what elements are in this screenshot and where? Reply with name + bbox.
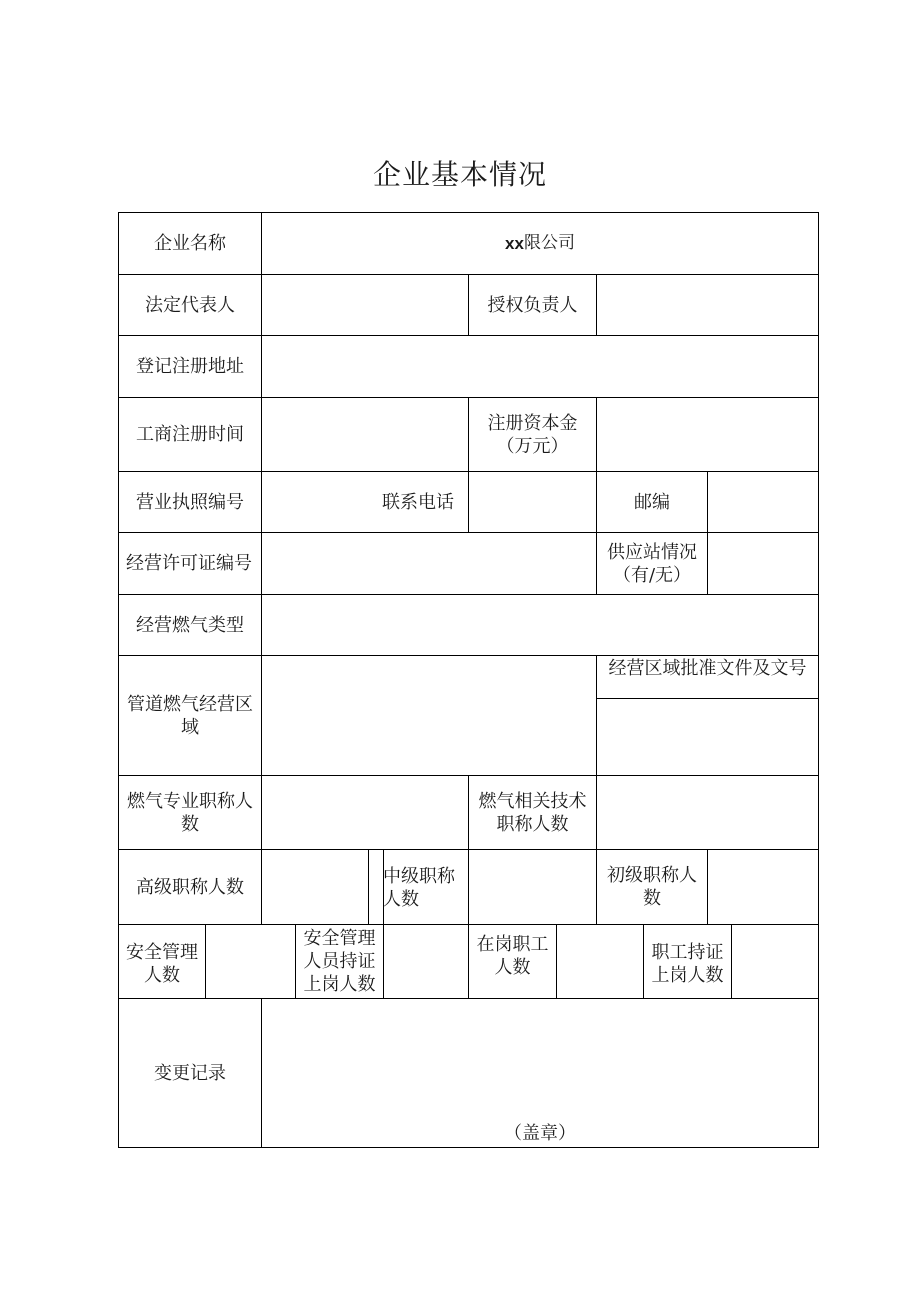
company-name-prefix: xx (505, 234, 524, 253)
permit-no-field[interactable] (262, 533, 596, 594)
legal-rep-label: 法定代表人 (145, 294, 235, 316)
approval-doc-label: 经营区域批准文件及文号 (608, 658, 807, 679)
junior-field[interactable] (708, 850, 818, 924)
change-record-label: 变更记录 (154, 1062, 226, 1084)
safety-mgr-label: 安全管理 人数 (126, 941, 198, 986)
safety-cert-label: 安全管理 人员持证 上岗人数 (303, 928, 376, 995)
gas-type-field[interactable] (262, 595, 818, 655)
page-title: 企业基本情况 (372, 158, 547, 191)
postcode-field[interactable] (708, 472, 818, 532)
gas-titles-field[interactable] (262, 776, 468, 849)
license-no-label: 营业执照编号 (136, 491, 244, 513)
reg-time-label: 工商注册时间 (136, 424, 244, 445)
company-name-label: 企业名称 (154, 233, 226, 254)
authorized-label: 授权负责人 (487, 294, 578, 316)
reg-capital-label: 注册资本金 （万元） (487, 412, 578, 457)
phone-field[interactable] (469, 472, 596, 532)
table-line (368, 849, 369, 924)
senior-label: 高级职称人数 (136, 876, 244, 898)
reg-capital-field[interactable] (597, 398, 818, 471)
junior-label: 初级职称人 数 (607, 865, 697, 909)
permit-no-label: 经营许可证编号 (126, 553, 252, 574)
tech-titles-label: 燃气相关技术 职称人数 (478, 790, 587, 835)
safety-cert-field[interactable] (384, 925, 468, 998)
middle-field[interactable] (469, 850, 596, 924)
table-line (118, 1147, 819, 1148)
postcode-label: 邮编 (634, 491, 670, 513)
senior-field[interactable] (262, 850, 368, 924)
staff-cert-field[interactable] (732, 925, 818, 998)
approval-doc-field[interactable] (597, 699, 818, 775)
table-line (818, 212, 819, 1148)
company-name-suffix: 限公司 (523, 233, 575, 253)
phone-label: 联系电话 (382, 491, 454, 513)
staff-label: 在岗职工 人数 (476, 933, 549, 978)
supply-station-field[interactable] (708, 533, 818, 594)
company-name-value[interactable] (262, 213, 818, 274)
seal-label: （盖章） (504, 1123, 576, 1144)
gas-type-label: 经营燃气类型 (136, 614, 244, 636)
gas-titles-label: 燃气专业职称人 数 (127, 790, 253, 835)
staff-field[interactable] (557, 925, 643, 998)
supply-station-label: 供应站情况 （有/无） (607, 541, 697, 586)
tech-titles-field[interactable] (597, 776, 818, 849)
pipeline-area-field[interactable] (262, 656, 596, 775)
change-record-field[interactable] (262, 999, 818, 1147)
reg-time-field[interactable] (262, 398, 468, 471)
reg-address-label: 登记注册地址 (136, 356, 244, 377)
legal-rep-field[interactable] (262, 275, 468, 335)
staff-cert-label: 职工持证 上岗人数 (651, 941, 724, 986)
safety-mgr-field[interactable] (206, 925, 295, 998)
middle-label: 中级职称 人数 (383, 865, 455, 910)
authorized-field[interactable] (597, 275, 818, 335)
pipeline-area-label: 管道燃气经营区 域 (127, 693, 253, 738)
reg-address-field[interactable] (262, 336, 818, 397)
